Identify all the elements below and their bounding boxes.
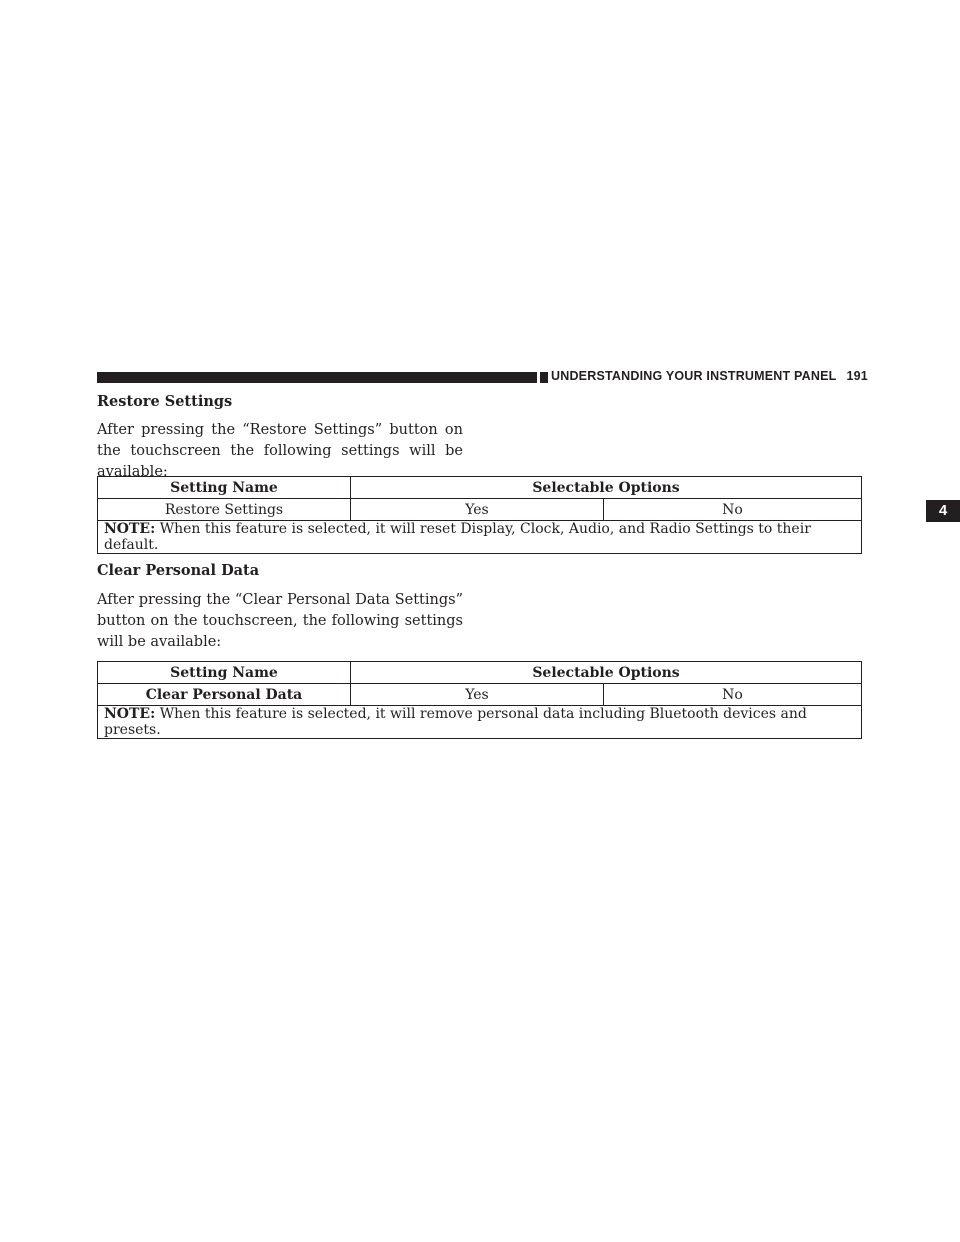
note-label: NOTE: [104, 706, 156, 722]
note-text: When this feature is selected, it will reset Display, Clock, Audio, and Radio Settings to their default. [104, 521, 811, 553]
note-label: NOTE: [104, 521, 156, 537]
option-yes-cell: Yes [351, 684, 604, 706]
clear-personal-data-table [97, 661, 862, 739]
clear-personal-data-heading: Clear Personal Data [97, 562, 260, 579]
option-no-cell: No [604, 499, 862, 521]
note-row [98, 521, 862, 554]
option-yes-cell: Yes [351, 499, 604, 521]
header-rule-end [540, 372, 548, 383]
page-number: 191 [846, 369, 868, 383]
setting-name-cell: Restore Settings [98, 499, 351, 521]
chapter-tab: 4 [926, 500, 960, 522]
running-header [551, 369, 868, 383]
table-header-row [98, 662, 862, 684]
setting-name-cell: Clear Personal Data [98, 684, 351, 706]
header-rule [97, 372, 537, 383]
restore-settings-paragraph: After pressing the “Restore Settings” button on the touchscreen the following settings will be available: [97, 422, 463, 480]
note-text: When this feature is selected, it will remove personal data including Bluetooth devices and presets. [104, 706, 807, 738]
option-no-cell: No [604, 684, 862, 706]
col-selectable-options: Selectable Options [351, 662, 862, 684]
note-cell [98, 521, 862, 554]
restore-settings-heading: Restore Settings [97, 393, 233, 410]
col-setting-name: Setting Name [98, 477, 351, 499]
clear-personal-data-paragraph: After pressing the “Clear Personal Data Settings” button on the touchscreen, the following settings will be available: [97, 592, 463, 650]
note-cell [98, 706, 862, 739]
table-header-row [98, 477, 862, 499]
note-row [98, 706, 862, 739]
col-selectable-options: Selectable Options [351, 477, 862, 499]
restore-settings-table [97, 476, 862, 554]
table-row [98, 499, 862, 521]
table-row [98, 684, 862, 706]
header-title: UNDERSTANDING YOUR INSTRUMENT PANEL [551, 369, 837, 383]
col-setting-name: Setting Name [98, 662, 351, 684]
